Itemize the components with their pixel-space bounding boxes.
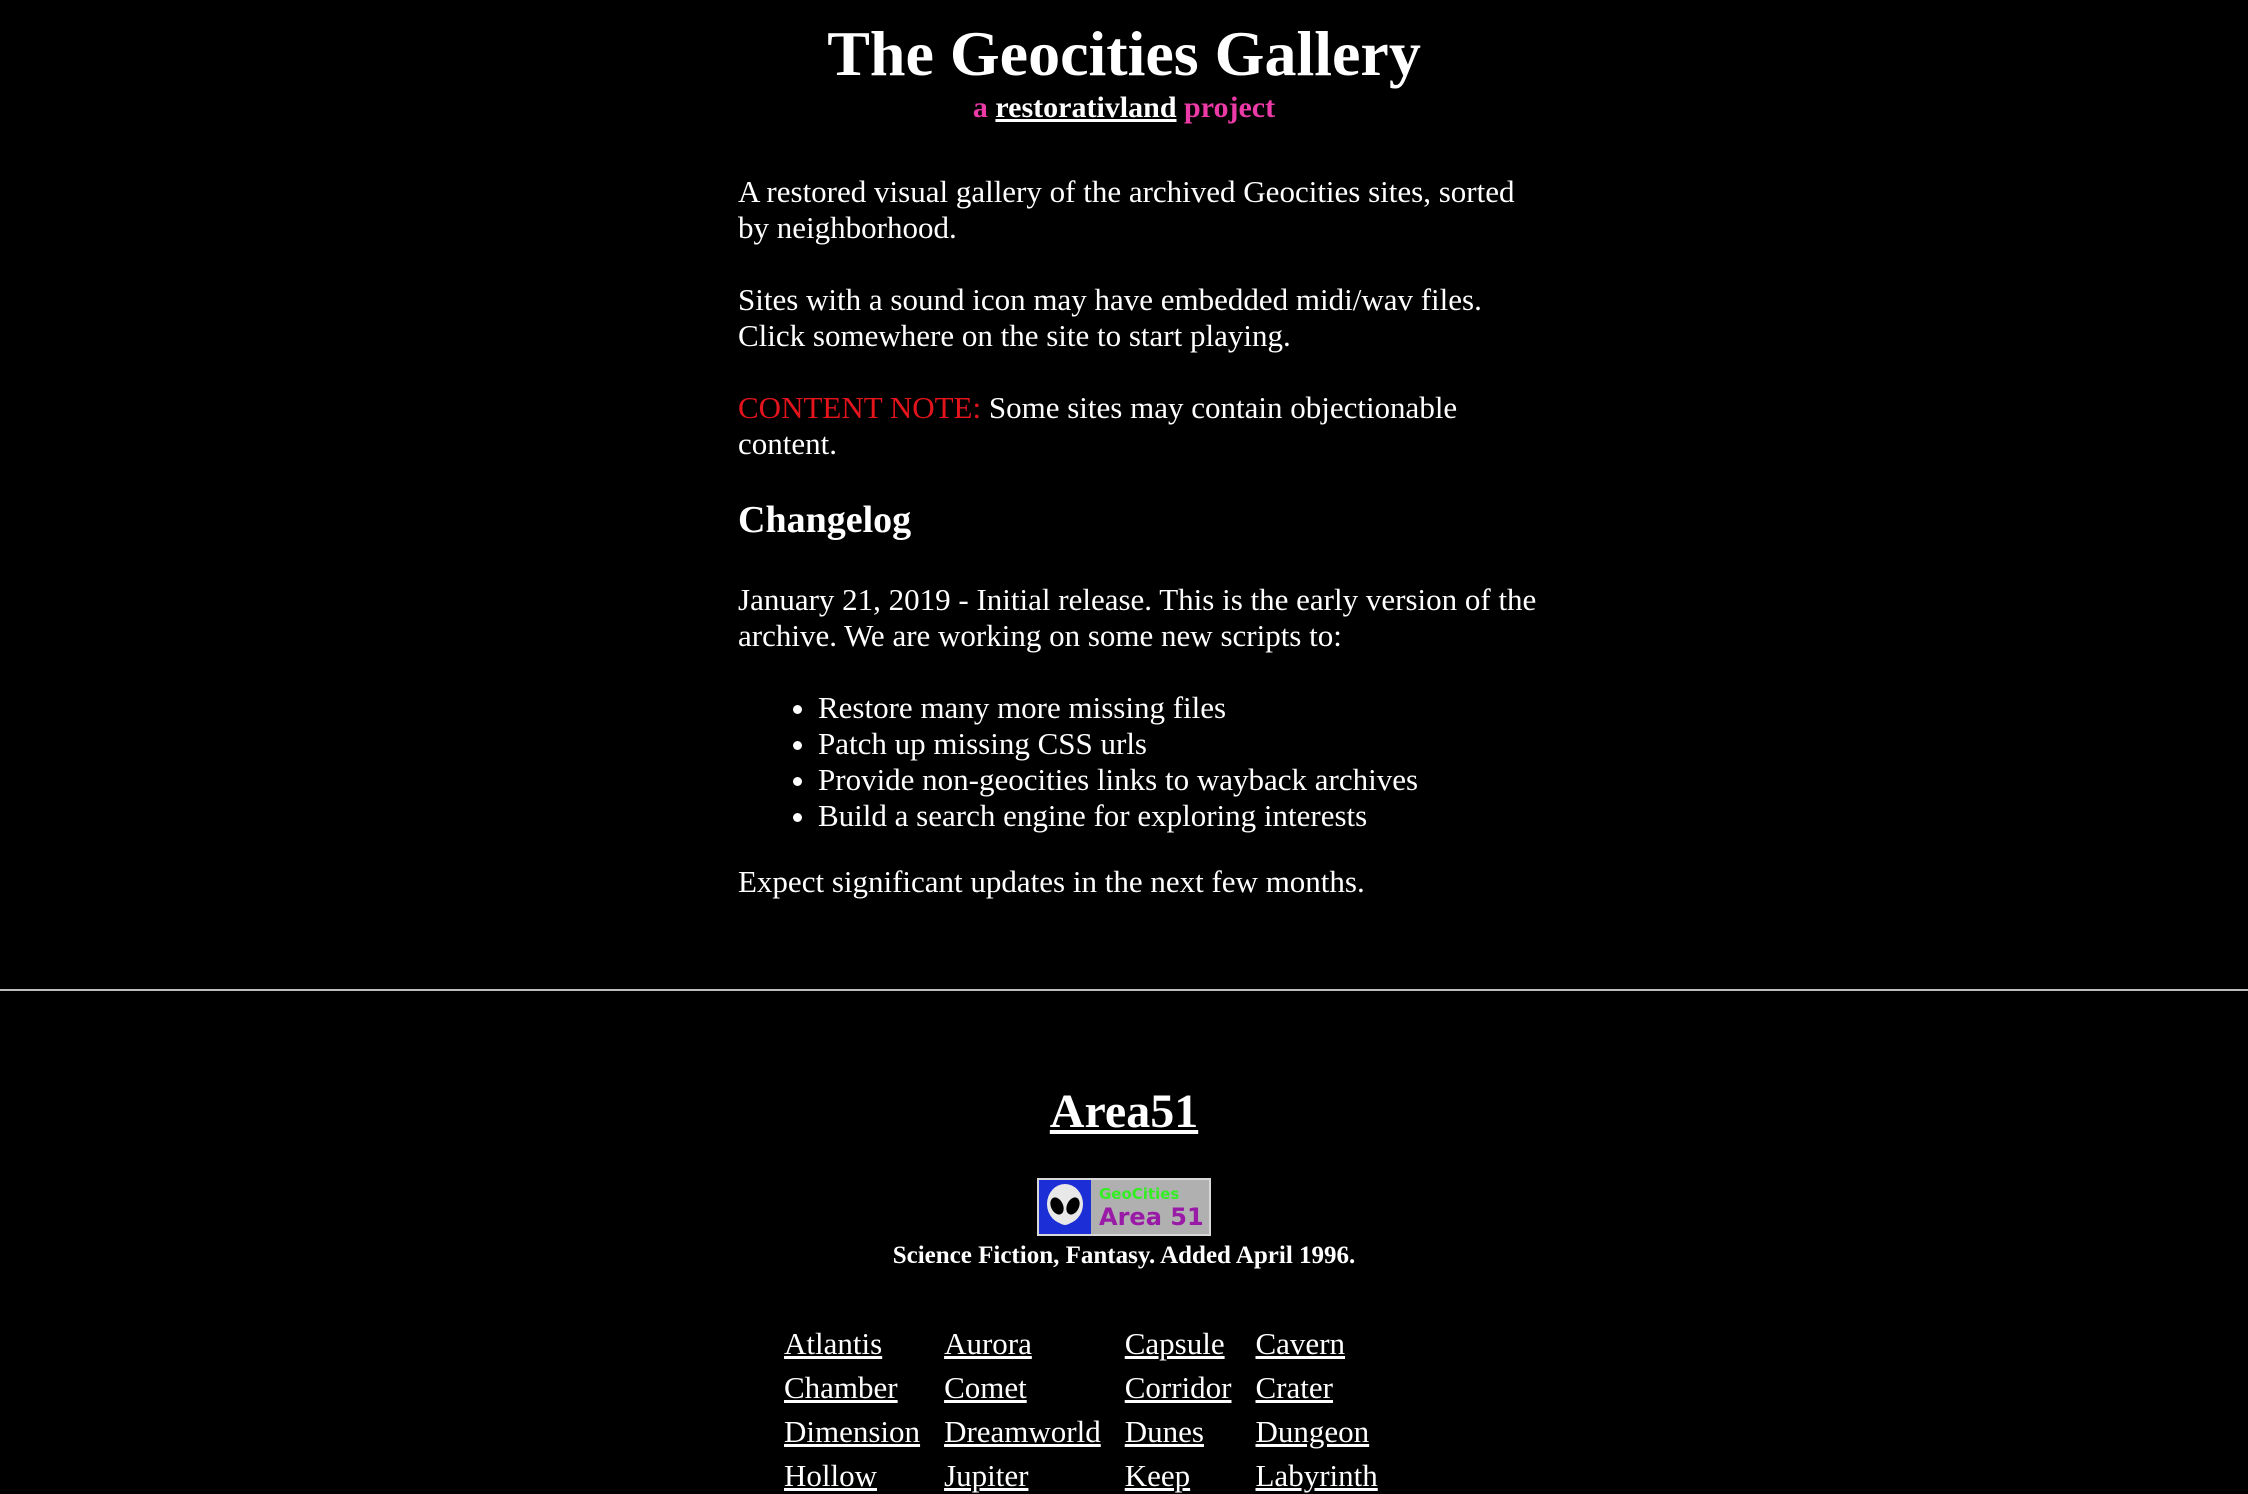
sound-info-paragraph: Sites with a sound icon may have embedded midi/wav files. Click somewhere on the site to start playing. <box>738 282 1482 353</box>
subneighborhood-link-dunes[interactable]: Dunes <box>1124 1414 1204 1449</box>
subtitle <box>0 90 2248 126</box>
subneighborhood-link-cavern[interactable]: Cavern <box>1255 1326 1346 1361</box>
subneighborhood-link-aurora[interactable]: Aurora <box>944 1326 1032 1361</box>
content-note <box>738 390 1538 462</box>
list-item: • Restore many more missing files <box>818 690 1538 726</box>
subneighborhood-link-crater[interactable]: Crater <box>1255 1370 1333 1405</box>
intro-section <box>738 174 1538 936</box>
subneighborhood-link-comet[interactable]: Comet <box>944 1370 1027 1405</box>
subneighborhood-link-hollow[interactable]: Hollow <box>784 1458 877 1493</box>
banner-text <box>1091 1180 1209 1234</box>
restorativland-link[interactable]: restorativland <box>995 91 1177 124</box>
subneighborhood-link-chamber[interactable]: Chamber <box>784 1370 898 1405</box>
alien-icon <box>1039 1180 1091 1234</box>
banner-geocities-text: GeoCities <box>1099 1185 1180 1203</box>
subtitle-suffix: project <box>1184 91 1276 124</box>
neighborhood-section <box>0 1082 2248 1272</box>
list-item: • Build a search engine for exploring interests <box>818 798 1538 834</box>
area51-banner <box>1037 1178 1211 1236</box>
list-item: • Patch up missing CSS urls <box>818 726 1538 762</box>
subtitle-prefix: a <box>972 91 988 124</box>
changelog-heading: Changelog <box>738 499 912 541</box>
table-row <box>784 1370 1402 1414</box>
subneighborhood-link-labyrinth[interactable]: Labyrinth <box>1255 1458 1378 1493</box>
subneighborhood-link-dimension[interactable]: Dimension <box>784 1414 921 1449</box>
intro-paragraph: A restored visual gallery of the archived Geocities sites, sorted by neighborhood. <box>738 174 1515 245</box>
subneighborhood-link-jupiter[interactable]: Jupiter <box>944 1458 1029 1493</box>
page-title: The Geocities Gallery <box>827 18 1421 89</box>
page-header <box>0 0 2248 126</box>
changelog-list <box>738 690 1538 834</box>
neighborhood-title-link[interactable]: Area51 <box>1049 1085 1199 1138</box>
subneighborhood-link-dungeon[interactable]: Dungeon <box>1255 1414 1370 1449</box>
list-item: • Provide non-geocities links to wayback archives <box>818 762 1538 798</box>
subneighborhood-link-corridor[interactable]: Corridor <box>1124 1370 1232 1405</box>
banner-area51-text: Area 51 <box>1099 1203 1204 1231</box>
changelog-footer: Expect significant updates in the next few months. <box>738 864 1365 899</box>
subneighborhood-link-keep[interactable]: Keep <box>1124 1458 1191 1493</box>
table-row <box>784 1326 1402 1370</box>
subneighborhood-link-capsule[interactable]: Capsule <box>1124 1326 1225 1361</box>
content-note-text: Some sites may contain objectionable content. <box>738 390 1458 461</box>
table-row <box>784 1458 1402 1494</box>
section-divider <box>0 989 2248 991</box>
table-row <box>784 1414 1402 1458</box>
subneighborhood-links <box>784 1326 1402 1494</box>
neighborhood-description: Science Fiction, Fantasy. Added April 1996. <box>892 1242 1356 1269</box>
subneighborhood-link-dreamworld[interactable]: Dreamworld <box>944 1414 1101 1449</box>
content-note-label: CONTENT NOTE: <box>738 390 982 425</box>
subneighborhood-link-atlantis[interactable]: Atlantis <box>784 1326 883 1361</box>
changelog-entry: January 21, 2019 - Initial release. This is the early version of the archive. We are working on some new scripts to: <box>738 582 1537 653</box>
subneighborhood-table <box>784 1326 1402 1494</box>
